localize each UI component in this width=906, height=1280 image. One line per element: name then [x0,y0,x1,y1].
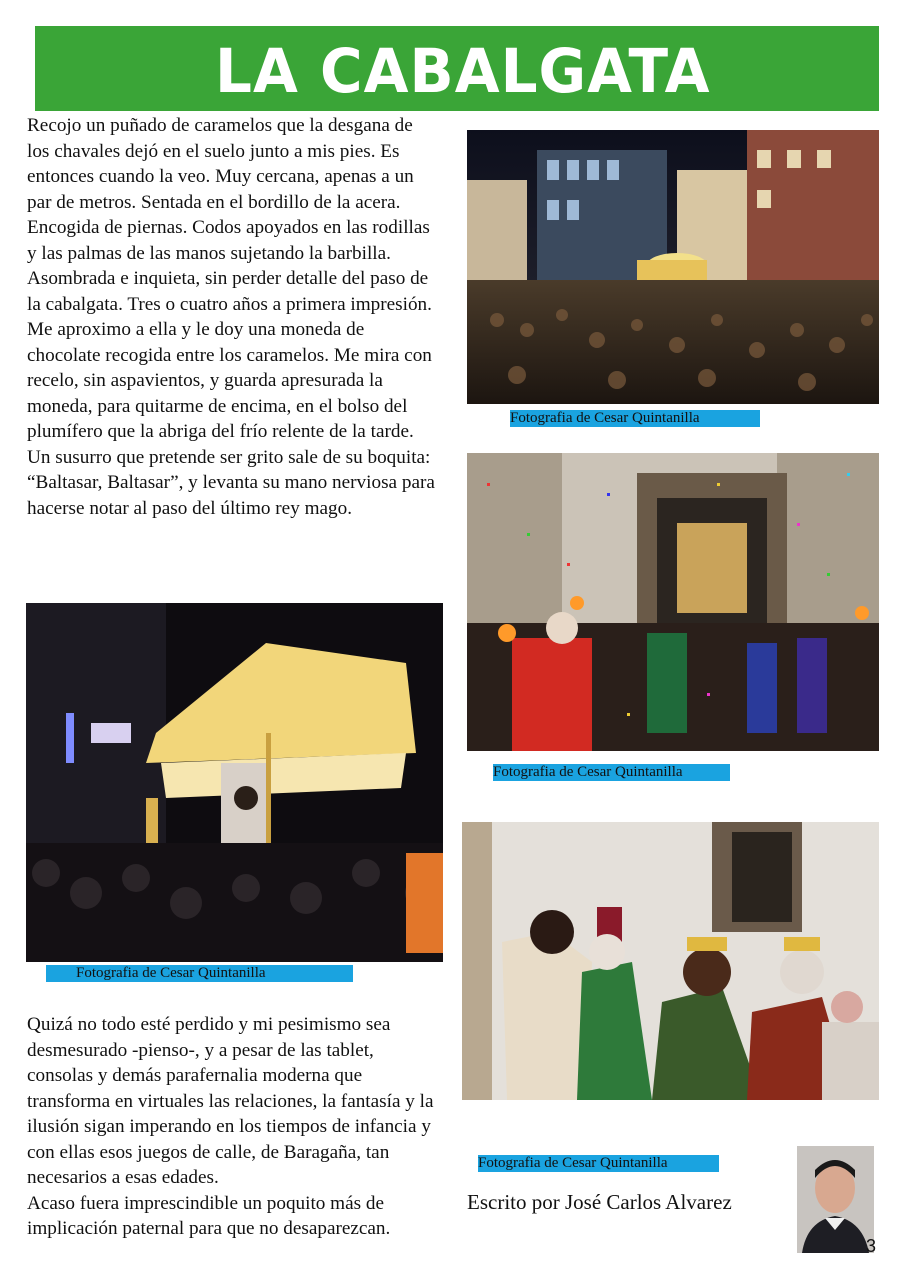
photo-caption-3: Fotografia de Cesar Quintanilla [46,965,353,982]
article-paragraph-2-block [27,1012,442,1242]
photo-confetti-kings [467,453,879,751]
photo-caption-1: Fotografia de Cesar Quintanilla [510,410,760,427]
page-title: LA CABALGATA [215,35,711,107]
photo-three-kings [462,822,879,1100]
article-paragraph-1: Recojo un puñado de caramelos que la desgana de los chavales dejó en el suelo junto a mis pies. Es entonces cuando la veo. Muy cercana, apenas a un par de metros. Sentada en el bordillo de la acera. Encogida de piernas. Codos apoyados en las rodillas y las palmas de las manos sujetando la barbilla. Asombrada e inquieta, sin perder detalle del paso de la cabalgata. Tres o cuatro años a primera impresión. Me aproximo a ella y le doy una moneda de chocolate recogida entre los caramelos. Me mira con recelo, sin aspavientos, y guarda apresurada la moneda, para quitarme de encima, en el bolso del plumífero que la abriga del frío relente de la tarde. Un susurro que pretende ser grito sale de su boquita: “Baltasar, Baltasar”, y levanta su mano nerviosa para hacerse notar al paso del último rey mago. [27,115,435,519]
author-byline: Escrito por José Carlos Alvarez [467,1190,732,1214]
article-paragraph-3: Acaso fuera imprescindible un poquito más de implicación paternal para que no desaparezcan. [27,1192,391,1239]
photo-night-float [26,603,443,962]
author-portrait [797,1146,874,1253]
article-paragraph-1-block [27,113,437,521]
photo-night-crowd [467,130,879,404]
article-paragraph-2: Quizá no todo esté perdido y mi pesimismo sea desmesurado -pienso-, y a pesar de las tablet, consolas y demás parafernalia moderna que transforma en virtuales las relaciones, la fantasía y la ilusión sigan imperando en los tiempos de infancia y con ellas esos juegos de calle, de Baragaña, tan necesarios a esas edades. [27,1014,434,1188]
photo-caption-2: Fotografia de Cesar Quintanilla [493,764,730,781]
photo-caption-4: Fotografia de Cesar Quintanilla [478,1155,719,1172]
page-number: 3 [866,1236,877,1256]
